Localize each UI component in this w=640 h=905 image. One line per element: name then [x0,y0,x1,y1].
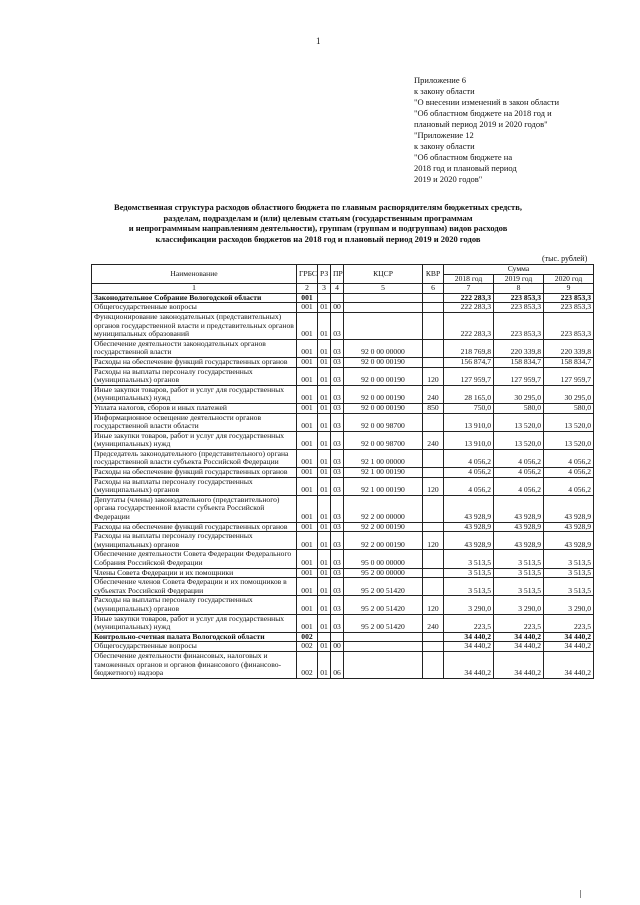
cell-rz: 01 [318,413,331,431]
cell-rz: 01 [318,568,331,578]
cell-pr: 03 [331,532,344,550]
cell-sum-2019: 223 853,3 [494,303,544,313]
cell-sum-2020: 580,0 [544,403,594,413]
cell-sum-2020: 13 520,0 [544,431,594,449]
cell-sum-2018: 222 283,3 [444,293,494,303]
cell-sum-2019: 43 928,9 [494,495,544,522]
cell-pr: 03 [331,550,344,568]
cell-kcsr: 92 2 00 00190 [344,532,423,550]
cell-pr: 03 [331,477,344,495]
cell-sum-2018: 13 910,0 [444,431,494,449]
title-line: классификации расходов бюджетов на 2018 год и плановый период 2019 и 2020 годов [155,233,481,244]
cell-name: Расходы на обеспечение функций государственных органов [92,522,297,532]
cell-kcsr [344,312,423,339]
cell-sum-2018: 43 928,9 [444,522,494,532]
cell-sum-2018: 3 513,5 [444,550,494,568]
cell-rz: 01 [318,596,331,614]
cell-grbs: 001 [297,367,318,385]
cell-kvr [423,522,444,532]
cell-sum-2019: 3 513,5 [494,550,544,568]
cell-name: Контрольно-счетная палата Вологодской области [92,632,297,642]
appendix-line: "О внесении изменений в закон области [414,97,560,107]
cell-sum-2019: 223 853,3 [494,293,544,303]
cell-rz: 01 [318,357,331,367]
appendix-line: "Приложение 12 [414,130,474,140]
cell-kcsr: 92 1 00 00190 [344,468,423,478]
cell-kcsr: 92 0 00 00190 [344,403,423,413]
cell-name: Иные закупки товаров, работ и услуг для государственных (муниципальных) нужд [92,431,297,449]
column-index-cell: 5 [344,284,423,294]
cell-sum-2018: 4 056,2 [444,449,494,467]
cell-sum-2019: 34 440,2 [494,651,544,678]
cell-grbs: 001 [297,614,318,632]
cell-sum-2020: 30 295,0 [544,385,594,403]
cell-rz: 01 [318,550,331,568]
budget-table [91,264,594,679]
cell-name: Депутаты (члены) законодательного (представительного) органа государственной власти субъекта Российской Федерации [92,495,297,522]
cell-sum-2018: 156 874,7 [444,357,494,367]
cell-sum-2019: 13 520,0 [494,413,544,431]
cell-kcsr: 92 0 00 00190 [344,367,423,385]
cell-pr: 03 [331,568,344,578]
cell-kvr [423,293,444,303]
title-line: разделам, подразделам и (или) целевым статьям (государственным программам [163,212,473,223]
cell-grbs: 001 [297,449,318,467]
cell-rz: 01 [318,385,331,403]
cell-kvr [423,413,444,431]
cell-kvr [423,357,444,367]
cell-name: Функционирование законодательных (представительных) органов государственной власти и представительных органов муниципальных образований [92,312,297,339]
cell-sum-2020: 3 513,5 [544,550,594,568]
cell-sum-2018: 3 290,0 [444,596,494,614]
table-row [92,339,594,357]
cell-kcsr: 92 1 00 00000 [344,449,423,467]
cell-kvr [423,303,444,313]
cell-sum-2020: 43 928,9 [544,495,594,522]
cell-name: Законодательное Собрание Вологодской области [92,293,297,303]
header-kvr: КВР [423,265,444,284]
cell-rz: 01 [318,312,331,339]
cell-sum-2020: 43 928,9 [544,522,594,532]
cell-kvr [423,468,444,478]
cell-sum-2018: 34 440,2 [444,642,494,652]
cell-sum-2020: 34 440,2 [544,642,594,652]
table-row [92,495,594,522]
appendix-line: "Об областном бюджете на [414,152,513,162]
cell-sum-2018: 4 056,2 [444,477,494,495]
cell-sum-2019: 30 295,0 [494,385,544,403]
cell-sum-2020: 223 853,3 [544,312,594,339]
cell-sum-2020: 4 056,2 [544,449,594,467]
cell-rz: 01 [318,403,331,413]
cell-grbs: 001 [297,357,318,367]
cell-kvr: 240 [423,614,444,632]
cell-kcsr: 92 0 00 00190 [344,357,423,367]
column-index-cell: 8 [494,284,544,294]
table-row [92,550,594,568]
appendix-line: 2019 и 2020 годов" [414,174,483,184]
cell-rz: 01 [318,614,331,632]
cell-sum-2020: 13 520,0 [544,413,594,431]
cell-sum-2018: 222 283,3 [444,303,494,313]
cell-kvr [423,632,444,642]
cell-sum-2019: 3 513,5 [494,578,544,596]
header-pr: ПР [331,265,344,284]
header-rz: РЗ [318,265,331,284]
cell-rz: 01 [318,449,331,467]
cell-kvr [423,578,444,596]
header-sum: Сумма [444,265,594,275]
cell-name: Информационное освещение деятельности органов государственной власти области [92,413,297,431]
cell-sum-2020: 4 056,2 [544,477,594,495]
cell-sum-2018: 34 440,2 [444,632,494,642]
table-row [92,312,594,339]
cell-sum-2020: 4 056,2 [544,468,594,478]
cell-grbs: 001 [297,550,318,568]
cell-name: Председатель законодательного (представительного) органа государственной власти субъекта Российской Федерации [92,449,297,467]
table-row [92,367,594,385]
cell-sum-2020: 43 928,9 [544,532,594,550]
cell-name: Обеспечение деятельности финансовых, налоговых и таможенных органов и органов финансового (финансово-бюджетного) надзора [92,651,297,678]
column-index-cell: 3 [318,284,331,294]
cell-sum-2019: 158 834,7 [494,357,544,367]
cell-pr: 03 [331,431,344,449]
cell-pr: 00 [331,303,344,313]
table-row [92,578,594,596]
column-index-cell: 9 [544,284,594,294]
cell-kcsr: 92 2 00 00190 [344,522,423,532]
cell-pr: 00 [331,642,344,652]
cell-sum-2018: 223,5 [444,614,494,632]
cell-kcsr: 92 0 00 98700 [344,413,423,431]
appendix-line: к закону области [414,86,475,96]
cell-kvr [423,642,444,652]
cell-grbs: 001 [297,532,318,550]
cell-sum-2020: 3 513,5 [544,568,594,578]
scan-mark [580,890,581,898]
cell-sum-2018: 3 513,5 [444,578,494,596]
cell-name: Обеспечение деятельности законодательных органов государственной власти [92,339,297,357]
table-row [92,413,594,431]
header-kcsr: КЦСР [344,265,423,284]
cell-grbs: 002 [297,642,318,652]
cell-name: Общегосударственные вопросы [92,642,297,652]
cell-name: Расходы на выплаты персоналу государственных (муниципальных) органов [92,367,297,385]
column-index-cell: 6 [423,284,444,294]
cell-sum-2019: 34 440,2 [494,642,544,652]
header-name: Наименование [92,265,297,284]
cell-sum-2019: 580,0 [494,403,544,413]
cell-kcsr [344,651,423,678]
cell-name: Иные закупки товаров, работ и услуг для государственных (муниципальных) нужд [92,385,297,403]
cell-kvr [423,449,444,467]
cell-grbs: 001 [297,477,318,495]
cell-sum-2020: 3 513,5 [544,578,594,596]
cell-name: Расходы на обеспечение функций государственных органов [92,357,297,367]
cell-grbs: 001 [297,293,318,303]
cell-pr: 03 [331,449,344,467]
cell-rz: 01 [318,642,331,652]
cell-sum-2019: 13 520,0 [494,431,544,449]
cell-grbs: 001 [297,578,318,596]
units-label: (тыс. рублей) [542,254,588,263]
cell-sum-2018: 218 769,8 [444,339,494,357]
cell-rz: 01 [318,477,331,495]
column-index-cell: 2 [297,284,318,294]
cell-kvr [423,651,444,678]
cell-name: Расходы на выплаты персоналу государственных (муниципальных) органов [92,532,297,550]
cell-rz: 01 [318,522,331,532]
cell-sum-2019: 223 853,3 [494,312,544,339]
cell-sum-2020: 223 853,3 [544,303,594,313]
cell-sum-2019: 127 959,7 [494,367,544,385]
table-row [92,431,594,449]
cell-sum-2019: 4 056,2 [494,449,544,467]
cell-name: Расходы на выплаты персоналу государственных (муниципальных) органов [92,596,297,614]
cell-rz: 01 [318,303,331,313]
cell-kcsr: 95 2 00 51420 [344,596,423,614]
cell-sum-2019: 223,5 [494,614,544,632]
cell-kvr [423,339,444,357]
cell-grbs: 001 [297,339,318,357]
cell-pr: 03 [331,468,344,478]
cell-grbs: 001 [297,568,318,578]
cell-kcsr: 92 1 00 00190 [344,477,423,495]
cell-name: Расходы на обеспечение функций государственных органов [92,468,297,478]
appendix-line: к закону области [414,141,475,151]
cell-sum-2020: 34 440,2 [544,632,594,642]
appendix-line: Приложение 6 [414,75,466,85]
cell-name: Обеспечение деятельности Совета Федерации Федерального Собрания Российской Федерации [92,550,297,568]
table-row [92,385,594,403]
table-row [92,477,594,495]
cell-sum-2018: 750,0 [444,403,494,413]
cell-sum-2018: 28 165,0 [444,385,494,403]
table-row [92,357,594,367]
cell-pr: 03 [331,403,344,413]
column-index-cell: 1 [92,284,297,294]
table-row [92,632,594,642]
cell-kcsr: 92 0 00 00190 [344,385,423,403]
cell-sum-2019: 43 928,9 [494,532,544,550]
cell-kvr: 120 [423,477,444,495]
table-row [92,596,594,614]
document-title [88,202,548,244]
cell-kcsr [344,642,423,652]
cell-sum-2018: 43 928,9 [444,495,494,522]
cell-sum-2018: 43 928,9 [444,532,494,550]
cell-grbs: 001 [297,468,318,478]
cell-sum-2019: 4 056,2 [494,468,544,478]
cell-pr: 03 [331,385,344,403]
table-row [92,522,594,532]
appendix-note [414,75,559,185]
cell-grbs: 001 [297,413,318,431]
cell-pr [331,632,344,642]
cell-sum-2020: 34 440,2 [544,651,594,678]
cell-kvr: 120 [423,596,444,614]
cell-rz: 01 [318,339,331,357]
cell-sum-2019: 34 440,2 [494,632,544,642]
cell-sum-2018: 222 283,3 [444,312,494,339]
cell-pr: 03 [331,413,344,431]
cell-rz: 01 [318,495,331,522]
cell-pr: 03 [331,578,344,596]
cell-grbs: 001 [297,312,318,339]
cell-pr: 03 [331,495,344,522]
cell-kcsr: 95 2 00 51420 [344,614,423,632]
cell-kcsr: 92 0 00 00000 [344,339,423,357]
cell-pr: 03 [331,614,344,632]
cell-pr: 03 [331,312,344,339]
cell-sum-2020: 158 834,7 [544,357,594,367]
cell-name: Уплата налогов, сборов и иных платежей [92,403,297,413]
cell-grbs: 001 [297,431,318,449]
cell-name: Члены Совета Федерации и их помощники [92,568,297,578]
cell-grbs: 001 [297,303,318,313]
cell-pr: 03 [331,357,344,367]
cell-pr: 06 [331,651,344,678]
cell-kcsr [344,632,423,642]
cell-rz: 01 [318,651,331,678]
cell-pr: 03 [331,596,344,614]
appendix-line: 2018 год и плановый период [414,163,517,173]
cell-kcsr [344,293,423,303]
cell-kvr: 240 [423,431,444,449]
cell-rz: 01 [318,578,331,596]
cell-pr: 03 [331,522,344,532]
column-index-cell: 7 [444,284,494,294]
title-line: и непрограммным направлениям деятельности), группам (группам и подгруппам) видов расходов [128,223,508,233]
cell-grbs: 001 [297,385,318,403]
cell-sum-2020: 220 339,8 [544,339,594,357]
cell-rz [318,632,331,642]
cell-sum-2018: 34 440,2 [444,651,494,678]
cell-sum-2020: 3 290,0 [544,596,594,614]
table-row [92,449,594,467]
cell-kvr: 120 [423,367,444,385]
table-row [92,468,594,478]
cell-pr [331,293,344,303]
cell-grbs: 001 [297,596,318,614]
cell-kvr [423,550,444,568]
cell-rz: 01 [318,367,331,385]
cell-sum-2020: 223 853,3 [544,293,594,303]
cell-kvr: 240 [423,385,444,403]
page-number: 1 [316,36,321,46]
cell-rz: 01 [318,431,331,449]
column-index-cell: 4 [331,284,344,294]
cell-name: Расходы на выплаты персоналу государственных (муниципальных) органов [92,477,297,495]
header-year-2018: 2018 год [444,274,494,284]
cell-kcsr: 95 0 00 00000 [344,550,423,568]
cell-grbs: 002 [297,651,318,678]
cell-kvr [423,495,444,522]
table-row [92,403,594,413]
cell-name: Обеспечение членов Совета Федерации и их помощников в субъектах Российской Федерации [92,578,297,596]
table-row [92,532,594,550]
cell-pr: 03 [331,367,344,385]
appendix-line: "Об областном бюджете на 2018 год и [414,108,552,118]
cell-name: Иные закупки товаров, работ и услуг для государственных (муниципальных) нужд [92,614,297,632]
table-row [92,642,594,652]
table-row [92,614,594,632]
column-index-row [92,284,594,294]
cell-sum-2018: 127 959,7 [444,367,494,385]
cell-sum-2020: 223,5 [544,614,594,632]
cell-sum-2019: 3 290,0 [494,596,544,614]
table-body [92,293,594,678]
cell-sum-2019: 43 928,9 [494,522,544,532]
cell-sum-2018: 13 910,0 [444,413,494,431]
cell-kcsr: 92 0 00 98700 [344,431,423,449]
cell-sum-2019: 220 339,8 [494,339,544,357]
cell-rz: 01 [318,532,331,550]
cell-kvr [423,568,444,578]
header-year-2020: 2020 год [544,274,594,284]
cell-sum-2020: 127 959,7 [544,367,594,385]
cell-kvr [423,312,444,339]
title-line: Ведомственная структура расходов областного бюджета по главным распорядителям бюджетных средств, [114,202,522,212]
cell-sum-2018: 4 056,2 [444,468,494,478]
table-row [92,568,594,578]
table-row [92,293,594,303]
appendix-line: плановый период 2019 и 2020 годов" [414,119,548,129]
header-year-2019: 2019 год [494,274,544,284]
cell-sum-2019: 4 056,2 [494,477,544,495]
cell-sum-2019: 3 513,5 [494,568,544,578]
cell-kcsr: 95 2 00 00000 [344,568,423,578]
cell-rz: 01 [318,468,331,478]
cell-kvr: 850 [423,403,444,413]
cell-name: Общегосударственные вопросы [92,303,297,313]
cell-grbs: 001 [297,403,318,413]
cell-sum-2018: 3 513,5 [444,568,494,578]
cell-kvr: 120 [423,532,444,550]
header-grbs: ГРБС [297,265,318,284]
cell-kcsr: 92 2 00 00000 [344,495,423,522]
cell-kcsr [344,303,423,313]
table-row [92,651,594,678]
cell-rz [318,293,331,303]
cell-grbs: 001 [297,495,318,522]
cell-pr: 03 [331,339,344,357]
cell-grbs: 002 [297,632,318,642]
cell-kcsr: 95 2 00 51420 [344,578,423,596]
table-row [92,303,594,313]
cell-grbs: 001 [297,522,318,532]
